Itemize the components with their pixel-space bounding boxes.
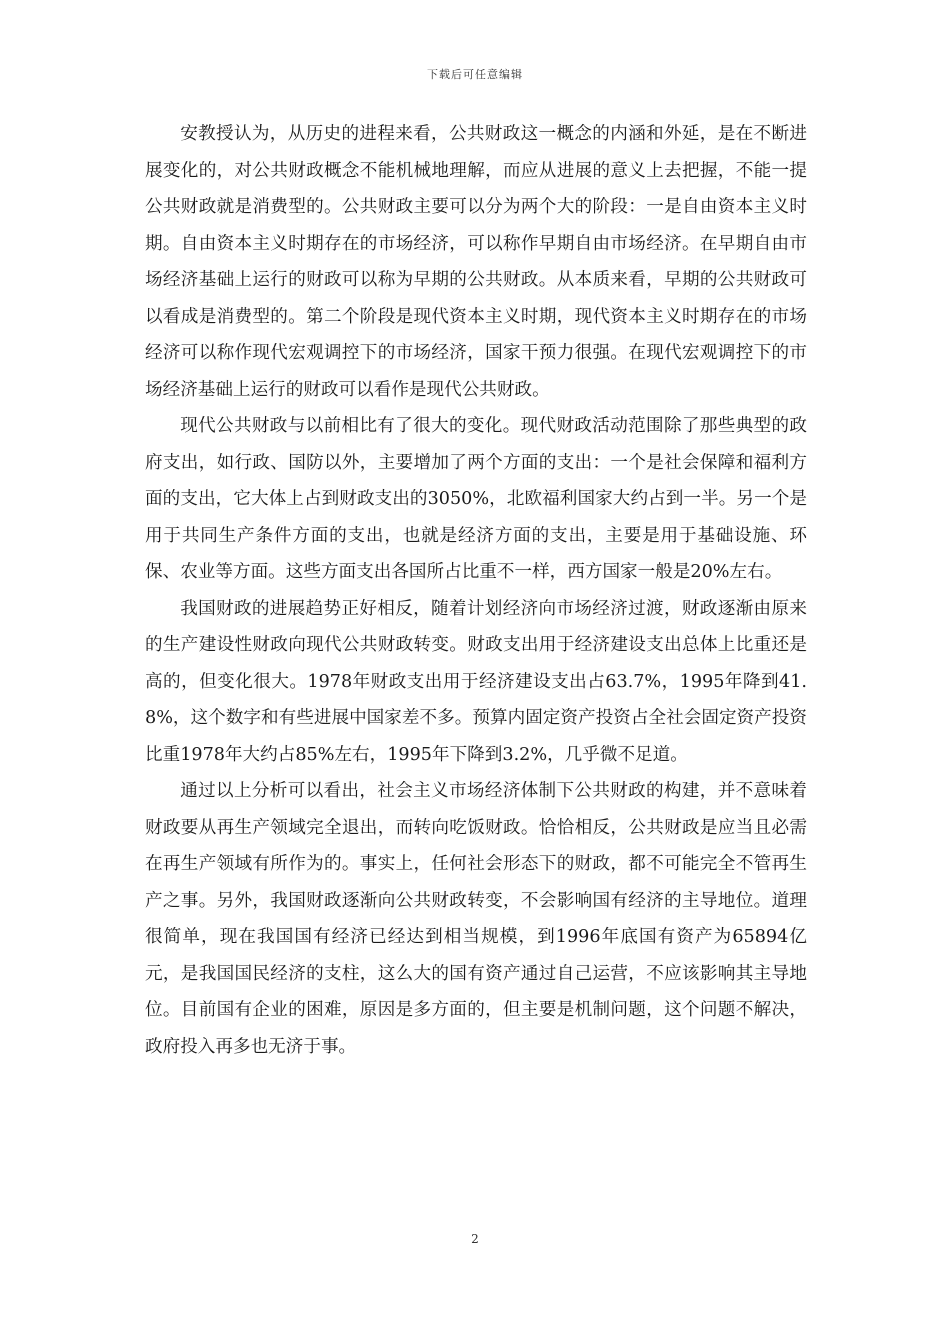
paragraph-1: 安教授认为，从历史的进程来看，公共财政这一概念的内涵和外延，是在不断进展变化的，对公共财政概念不能机械地理解，而应从进展的意义上去把握，不能一提公共财政就是消费型的。公共财政主要可以分为两个大的阶段：一是自由资本主义时期。自由资本主义时期存在的市场经济，可以称作早期自由市场经济。在早期自由市场经济基础上运行的财政可以称为早期的公共财政。从本质来看，早期的公共财政可以看成是消费型的。第二个阶段是现代资本主义时期，现代资本主义时期存在的市场经济可以称作现代宏观调控下的市场经济，国家干预力很强。在现代宏观调控下的市场经济基础上运行的财政可以看作是现代公共财政。 [145, 124, 807, 400]
paragraph-2: 现代公共财政与以前相比有了很大的变化。现代财政活动范围除了那些典型的政府支出，如行政、国防以外，主要增加了两个方面的支出：一个是社会保障和福利方面的支出，它大体上占到财政支出的3050%，北欧福利国家大约占到一半。另一个是用于共同生产条件方面的支出，也就是经济方面的支出，主要是用于基础设施、环保、农业等方面。这些方面支出各国所占比重不一样，西方国家一般是20%左右。 [145, 416, 807, 582]
body-text [145, 116, 807, 1065]
paragraph-4: 通过以上分析可以看出，社会主义市场经济体制下公共财政的构建，并不意味着财政要从再生产领域完全退出，而转向吃饭财政。恰恰相反，公共财政是应当且必需在再生产领域有所作为的。事实上，任何社会形态下的财政，都不可能完全不管再生产之事。另外，我国财政逐渐向公共财政转变，不会影响国有经济的主导地位。道理很简单，现在我国国有经济已经达到相当规模，到1996年底国有资产为65894亿元，是我国国民经济的支柱，这么大的国有资产通过自己运营，不应该影响其主导地位。目前国有企业的困难，原因是多方面的，但主要是机制问题，这个问题不解决，政府投入再多也无济于事。 [145, 781, 807, 1057]
page-header: 下载后可任意编辑 [427, 68, 523, 81]
page-number: 2 [471, 1232, 479, 1246]
paragraph-3: 我国财政的进展趋势正好相反，随着计划经济向市场经济过渡，财政逐渐由原来的生产建设性财政向现代公共财政转变。财政支出用于经济建设支出总体上比重还是高的，但变化很大。1978年财政支出用于经济建设支出占63.7%，1995年降到41.8%，这个数字和有些进展中国家差不多。预算内固定资产投资占全社会固定资产投资比重1978年大约占85%左右，1995年下降到3.2%，几乎微不足道。 [145, 598, 807, 765]
